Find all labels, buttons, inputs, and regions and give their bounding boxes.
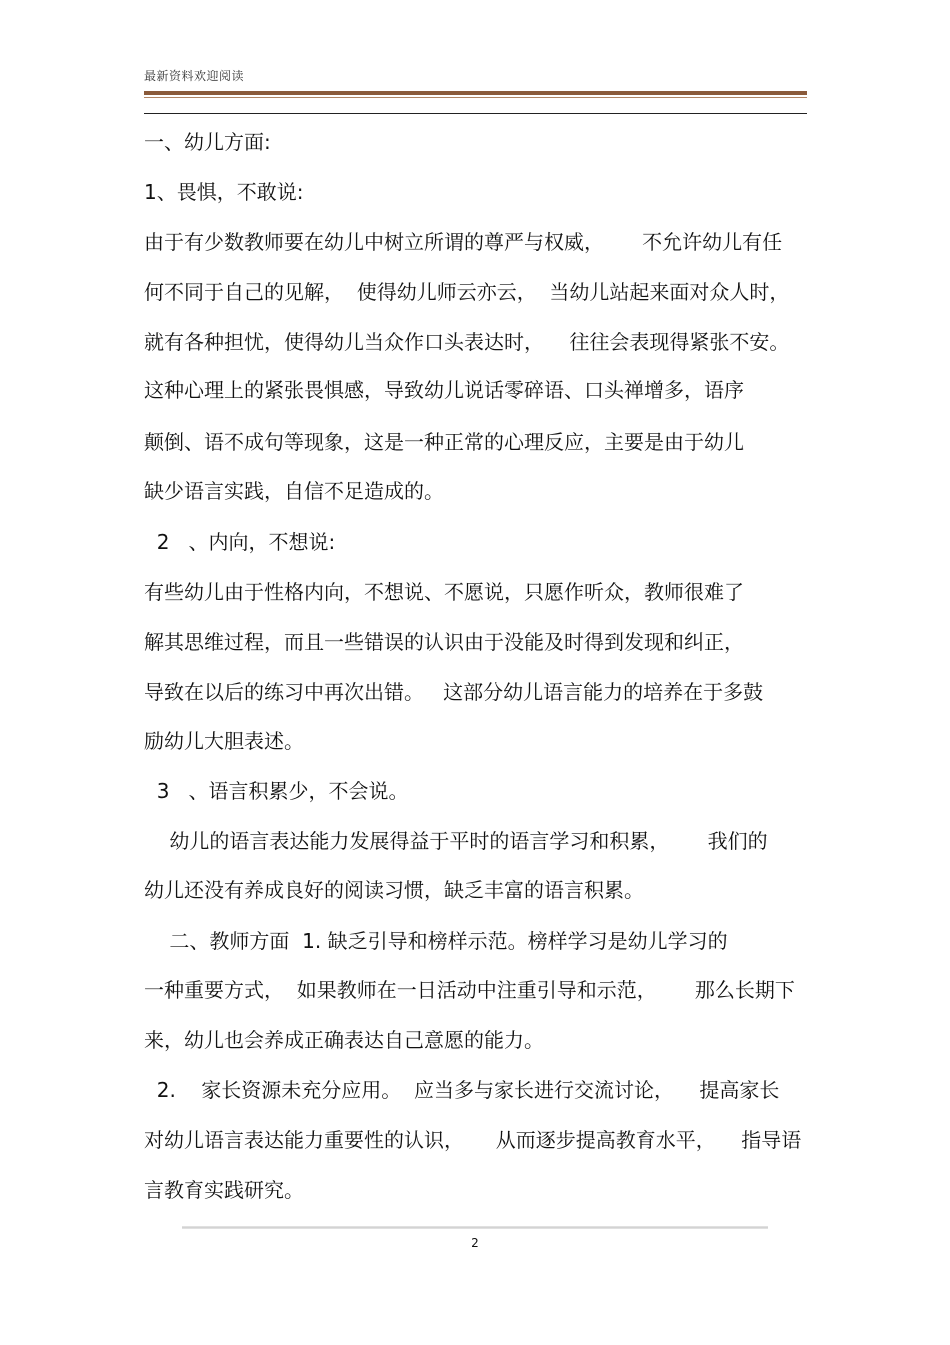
text-line: 二、教师方面 1. 缺乏引导和榜样示范。榜样学习是幼儿学习的 (144, 929, 728, 953)
text-line: 2 、内向，不想说: (144, 530, 336, 554)
text-line: 幼儿的语言表达能力发展得益于平时的语言学习和积累， 我们的 (144, 829, 768, 853)
text-line: 导致在以后的练习中再次出错。 这部分幼儿语言能力的培养在于多鼓 (144, 680, 764, 704)
text-line: 就有各种担忧，使得幼儿当众作口头表达时， 往往会表现得紧张不安。 (144, 330, 790, 354)
text-line: 缺少语言实践，自信不足造成的。 (144, 479, 444, 503)
text-line: 这种心理上的紧张畏惧感，导致幼儿说话零碎语、口头禅增多，语序 (144, 378, 744, 402)
text-line: 一、幼儿方面: (144, 130, 271, 154)
page-header: 最新资料欢迎阅读 (144, 69, 245, 83)
header-rule-black (144, 113, 807, 114)
text-line: 由于有少数教师要在幼儿中树立所谓的尊严与权威， 不允许幼儿有任 (144, 230, 783, 254)
header-rule-thin (144, 97, 807, 98)
text-line: 3 、语言积累少，不会说。 (144, 779, 409, 803)
footer-rule (182, 1226, 768, 1229)
text-line: 2. 家长资源未充分应用。 应当多与家长进行交流讨论， 提高家长 (144, 1078, 780, 1102)
text-line: 有些幼儿由于性格内向，不想说、不愿说，只愿作听众，教师很难了 (144, 580, 744, 604)
text-line: 励幼儿大胆表述。 (144, 729, 304, 753)
header-rule-thick (144, 91, 807, 95)
text-line: 解其思维过程，而且一些错误的认识由于没能及时得到发现和纠正， (144, 630, 744, 654)
text-line: 何不同于自己的见解， 使得幼儿师云亦云， 当幼儿站起来面对众人时， (144, 280, 790, 304)
text-line: 来，幼儿也会养成正确表达自己意愿的能力。 (144, 1028, 544, 1052)
page-number: 2 (471, 1236, 479, 1250)
text-line: 1、畏惧，不敢说: (144, 180, 304, 204)
text-line: 幼儿还没有养成良好的阅读习惯，缺乏丰富的语言积累。 (144, 878, 644, 902)
text-line: 一种重要方式， 如果教师在一日活动中注重引导和示范， 那么长期下 (144, 978, 795, 1002)
text-line: 颠倒、语不成句等现象，这是一种正常的心理反应，主要是由于幼儿 (144, 430, 744, 454)
text-line: 对幼儿语言表达能力重要性的认识， 从而逐步提高教育水平， 指导语 (144, 1128, 802, 1152)
text-line: 言教育实践研究。 (144, 1178, 304, 1202)
